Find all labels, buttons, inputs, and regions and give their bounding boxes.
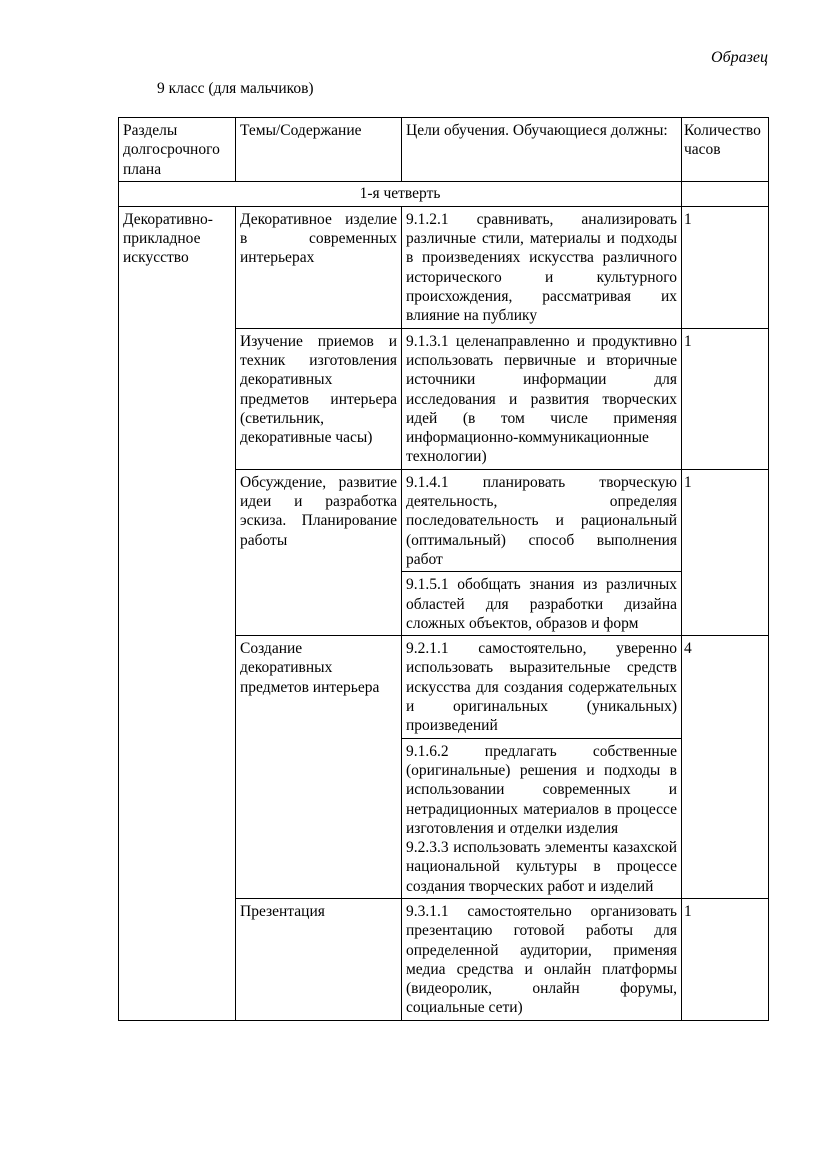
table-row bbox=[119, 206, 769, 328]
table-header-row bbox=[119, 118, 769, 182]
header-topics: Темы/Содержание bbox=[236, 118, 402, 182]
long-term-plan-table bbox=[118, 117, 769, 1021]
objective-cell bbox=[402, 738, 682, 898]
objective-text: 9.1.6.2 предлагать собственные (оригинальные) решения и подходы в использовании современных и нетрадиционных материалов в процессе изготовления и отделки изделия bbox=[406, 742, 677, 837]
quarter-label: 1-я четверть bbox=[119, 181, 682, 206]
topic-cell: Презентация bbox=[236, 898, 402, 1020]
header-objectives: Цели обучения. Обучающиеся должны: bbox=[402, 118, 682, 182]
objective-cell: 9.1.5.1 обобщать знания из различных областей для разработки дизайна сложных объектов, образов и форм bbox=[402, 572, 682, 636]
objective-cell: 9.2.1.1 самостоятельно, уверенно использовать выразительные средств искусства для создания содержательных и оригинальных (уникальных) произведений bbox=[402, 636, 682, 738]
hours-cell: 1 bbox=[682, 206, 769, 328]
section-cell: Декоративно-прикладное искусство bbox=[119, 206, 236, 1020]
objective-cell: 9.3.1.1 самостоятельно организовать презентацию готовой работы для определенной аудитории, применяя медиа средства и онлайн платформы (видеоролик, онлайн форумы, социальные сети) bbox=[402, 898, 682, 1020]
quarter-hours-cell bbox=[682, 181, 769, 206]
header-sections: Разделы долгосрочного плана bbox=[119, 118, 236, 182]
sample-label: Образец bbox=[711, 49, 768, 66]
topic-cell: Создание декоративных предметов интерьера bbox=[236, 636, 402, 899]
hours-cell: 1 bbox=[682, 469, 769, 635]
objective-cell: 9.1.4.1 планировать творческую деятельность, определяя последовательность и рациональный (оптимальный) способ выполнения работ bbox=[402, 469, 682, 571]
objective-cell: 9.1.2.1 сравнивать, анализировать различные стили, материалы и подходы в произведениях искусства различного исторического и культурного происхождения, рассматривая их влияние на публику bbox=[402, 206, 682, 328]
hours-cell: 4 bbox=[682, 636, 769, 899]
hours-cell: 1 bbox=[682, 898, 769, 1020]
objective-text: 9.2.3.3 использовать элементы казахской национальной культуры в процессе создания творческих работ и изделий bbox=[406, 839, 677, 895]
topic-cell: Декоративное изделие в современных интерьерах bbox=[236, 206, 402, 328]
topic-cell: Обсуждение, развитие идеи и разработка эскиза. Планирование работы bbox=[236, 469, 402, 635]
topic-cell: Изучение приемов и техник изготовления декоративных предметов интерьера (светильник, декоративные часы) bbox=[236, 328, 402, 469]
header-hours: Количество часов bbox=[682, 118, 769, 182]
hours-cell: 1 bbox=[682, 328, 769, 469]
objective-cell: 9.1.3.1 целенаправленно и продуктивно использовать первичные и вторичные источники информации для исследования и развития творческих идей (в том числе применяя информационно-коммуникационные технологии) bbox=[402, 328, 682, 469]
grade-title: 9 класс (для мальчиков) bbox=[157, 80, 314, 97]
quarter-row bbox=[119, 181, 769, 206]
